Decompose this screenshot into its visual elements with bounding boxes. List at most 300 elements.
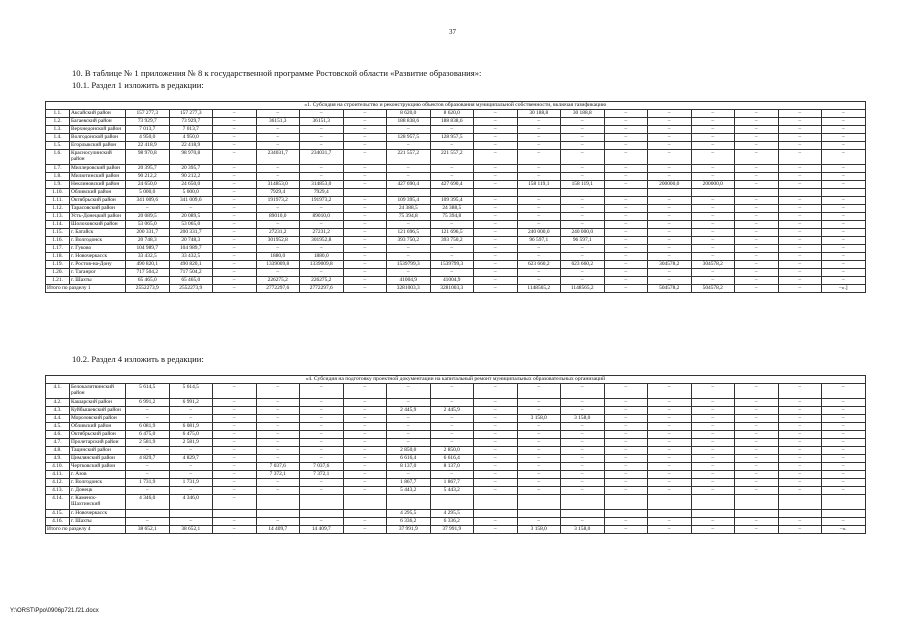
value-cell: – <box>735 399 779 407</box>
value-cell: – <box>430 269 474 277</box>
value-cell: 1880,0 <box>256 253 300 261</box>
value-cell: – <box>213 173 257 181</box>
value-cell <box>822 510 866 518</box>
value-cell: – <box>648 173 692 181</box>
value-cell: – <box>691 245 735 253</box>
value-cell: – <box>256 399 300 407</box>
value-cell: – <box>256 245 300 253</box>
value-cell: – <box>561 245 605 253</box>
value-cell <box>648 189 692 197</box>
value-cell: – <box>604 479 648 487</box>
municipality-name: Чертковский район <box>70 463 126 471</box>
value-cell: – <box>387 423 431 431</box>
value-cell: 717 504,2 <box>126 269 170 277</box>
value-cell: – <box>561 439 605 447</box>
value-cell: – <box>735 150 779 165</box>
value-cell: – <box>604 221 648 229</box>
row-number: 1.7. <box>46 165 70 173</box>
value-cell: – <box>430 221 474 229</box>
value-cell: 5 443,2 <box>387 487 431 495</box>
value-cell: – <box>778 431 822 439</box>
value-cell: – <box>691 150 735 165</box>
value-cell: – <box>822 118 866 126</box>
total-value-cell: – <box>778 285 822 293</box>
value-cell: – <box>561 197 605 205</box>
value-cell: – <box>561 455 605 463</box>
value-cell: 89010,0 <box>256 213 300 221</box>
value-cell: – <box>691 173 735 181</box>
value-cell: – <box>735 237 779 245</box>
value-cell: – <box>735 205 779 213</box>
value-cell: 89010,0 <box>300 213 344 221</box>
value-cell: – <box>300 269 344 277</box>
value-cell: – <box>126 415 170 423</box>
row-number: 1.10. <box>46 189 70 197</box>
value-cell: – <box>430 173 474 181</box>
total-value-cell: 3 158,0 <box>517 526 561 534</box>
value-cell: – <box>517 479 561 487</box>
value-cell: – <box>648 213 692 221</box>
row-number: 4.13. <box>46 487 70 495</box>
value-cell: – <box>735 415 779 423</box>
value-cell <box>474 495 518 510</box>
table-row <box>46 165 866 173</box>
table-row <box>46 229 866 237</box>
value-cell: – <box>300 439 344 447</box>
value-cell: – <box>691 384 735 399</box>
value-cell: – <box>561 165 605 173</box>
municipality-name: г. Азов <box>70 471 126 479</box>
value-cell: – <box>778 439 822 447</box>
value-cell: 427 690,4 <box>430 181 474 189</box>
value-cell: – <box>604 213 648 221</box>
value-cell: 304578,2 <box>648 261 692 269</box>
value-cell: – <box>735 253 779 261</box>
value-cell: – <box>300 126 344 134</box>
value-cell <box>604 510 648 518</box>
value-cell: – <box>735 423 779 431</box>
value-cell: – <box>256 173 300 181</box>
value-cell: – <box>343 471 387 479</box>
municipality-name: Волгодонской район <box>70 134 126 142</box>
total-value-cell: – <box>648 526 692 534</box>
value-cell: 128 957,5 <box>430 134 474 142</box>
value-cell: – <box>691 455 735 463</box>
table-title: «4. Субсидия на подготовку проектной документации на капитальный ремонт муниципальных образовательных организаций <box>46 376 866 384</box>
value-cell: 4 295,5 <box>430 510 474 518</box>
value-cell: 1339009,8 <box>256 261 300 269</box>
value-cell: – <box>126 205 170 213</box>
value-cell: 158 119,1 <box>561 181 605 189</box>
value-cell: 4 295,5 <box>387 510 431 518</box>
value-cell: – <box>822 237 866 245</box>
value-cell: 6 081,9 <box>126 423 170 431</box>
row-number: 1.16. <box>46 237 70 245</box>
value-cell: – <box>300 134 344 142</box>
value-cell: – <box>387 221 431 229</box>
value-cell: – <box>474 253 518 261</box>
value-cell: 22 418,9 <box>169 142 213 150</box>
value-cell: 20 748,3 <box>169 237 213 245</box>
table-row <box>46 447 866 455</box>
value-cell: 4 950,0 <box>126 134 170 142</box>
value-cell: – <box>343 423 387 431</box>
value-cell: – <box>343 118 387 126</box>
value-cell <box>256 495 300 510</box>
row-number: 1.17. <box>46 245 70 253</box>
municipality-name: Обливский район <box>70 189 126 197</box>
value-cell: 4 829,7 <box>169 455 213 463</box>
value-cell: – <box>256 487 300 495</box>
value-cell <box>561 510 605 518</box>
value-cell <box>648 510 692 518</box>
value-cell: – <box>691 407 735 415</box>
table-row <box>46 173 866 181</box>
value-cell: 6 336,2 <box>387 518 431 526</box>
value-cell: – <box>778 479 822 487</box>
value-cell: – <box>169 415 213 423</box>
total-value-cell: 504578,2 <box>691 285 735 293</box>
row-number: 4.9. <box>46 455 70 463</box>
value-cell: – <box>256 431 300 439</box>
row-number: 1.5. <box>46 142 70 150</box>
row-number: 4.15. <box>46 510 70 518</box>
value-cell: – <box>648 126 692 134</box>
table-row <box>46 142 866 150</box>
value-cell: – <box>300 431 344 439</box>
value-cell: – <box>474 245 518 253</box>
value-cell: – <box>691 447 735 455</box>
value-cell: – <box>735 126 779 134</box>
municipality-name: Верхнедонской район <box>70 126 126 134</box>
total-value-cell: – <box>735 526 779 534</box>
value-cell: 1539799,3 <box>387 261 431 269</box>
table-row <box>46 197 866 205</box>
value-cell: – <box>604 150 648 165</box>
municipality-name: Багаевский район <box>70 118 126 126</box>
value-cell <box>604 189 648 197</box>
value-cell: – <box>735 269 779 277</box>
value-cell: – <box>778 447 822 455</box>
total-label: Итого по разделу 4 <box>46 526 126 534</box>
value-cell: 20 089,5 <box>169 213 213 221</box>
value-cell: – <box>387 245 431 253</box>
value-cell: – <box>691 471 735 479</box>
value-cell: – <box>822 463 866 471</box>
value-cell: – <box>517 407 561 415</box>
value-cell: – <box>256 110 300 118</box>
value-cell: – <box>691 415 735 423</box>
value-cell: – <box>517 142 561 150</box>
value-cell: – <box>213 423 257 431</box>
value-cell: – <box>561 269 605 277</box>
total-value-cell: 37 991,9 <box>430 526 474 534</box>
value-cell: 20 748,3 <box>126 237 170 245</box>
value-cell: – <box>213 439 257 447</box>
value-cell: – <box>561 221 605 229</box>
value-cell: – <box>778 150 822 165</box>
value-cell: 24 650,0 <box>169 181 213 189</box>
value-cell: – <box>213 384 257 399</box>
value-cell: – <box>517 213 561 221</box>
value-cell: – <box>256 142 300 150</box>
total-value-cell: –».] <box>822 285 866 293</box>
value-cell: 393 750,2 <box>387 237 431 245</box>
value-cell: 33 432,5 <box>126 253 170 261</box>
value-cell <box>430 495 474 510</box>
total-value-cell: – <box>735 285 779 293</box>
total-value-cell: 38 652,1 <box>169 526 213 534</box>
value-cell: 30 188,8 <box>561 110 605 118</box>
total-value-cell: – <box>343 526 387 534</box>
value-cell: 6 336,2 <box>430 518 474 526</box>
value-cell <box>169 510 213 518</box>
value-cell: – <box>604 471 648 479</box>
row-number: 4.8. <box>46 447 70 455</box>
total-value-cell: – <box>213 526 257 534</box>
value-cell: – <box>300 384 344 399</box>
value-cell: 221 557,2 <box>430 150 474 165</box>
value-cell: 1 867,7 <box>430 479 474 487</box>
value-cell: – <box>474 173 518 181</box>
value-cell: 8 137,0 <box>387 463 431 471</box>
value-cell: 2 445,9 <box>430 407 474 415</box>
value-cell: – <box>474 229 518 237</box>
value-cell: 121 696,5 <box>430 229 474 237</box>
value-cell: – <box>561 487 605 495</box>
value-cell: 234031,7 <box>300 150 344 165</box>
value-cell: 41004,9 <box>430 277 474 285</box>
value-cell: – <box>517 221 561 229</box>
value-cell: – <box>517 423 561 431</box>
value-cell: – <box>648 142 692 150</box>
value-cell: – <box>778 126 822 134</box>
value-cell: – <box>300 407 344 415</box>
table-row <box>46 277 866 285</box>
row-number: 4.3. <box>46 407 70 415</box>
value-cell: – <box>561 463 605 471</box>
table-row <box>46 487 866 495</box>
value-cell: – <box>474 471 518 479</box>
value-cell: – <box>778 455 822 463</box>
value-cell: – <box>648 110 692 118</box>
value-cell: 7 372,1 <box>300 471 344 479</box>
value-cell: – <box>822 142 866 150</box>
value-cell: – <box>517 399 561 407</box>
table-row <box>46 415 866 423</box>
value-cell: – <box>604 205 648 213</box>
value-cell: – <box>822 439 866 447</box>
value-cell: – <box>691 213 735 221</box>
value-cell <box>517 510 561 518</box>
value-cell <box>648 495 692 510</box>
value-cell: – <box>213 118 257 126</box>
value-cell: – <box>604 487 648 495</box>
value-cell: – <box>256 455 300 463</box>
value-cell: – <box>778 205 822 213</box>
value-cell: – <box>300 142 344 150</box>
value-cell: – <box>735 447 779 455</box>
value-cell: – <box>691 110 735 118</box>
value-cell: – <box>256 479 300 487</box>
total-value-cell: 14 409,7 <box>256 526 300 534</box>
value-cell: – <box>256 165 300 173</box>
value-cell: 3 158,0 <box>561 415 605 423</box>
value-cell: – <box>387 399 431 407</box>
value-cell: 5 000,0 <box>126 189 170 197</box>
table-row <box>46 253 866 261</box>
row-number: 1.1. <box>46 110 70 118</box>
value-cell: 200000,0 <box>691 181 735 189</box>
value-cell: – <box>604 415 648 423</box>
value-cell: – <box>735 118 779 126</box>
value-cell: – <box>474 487 518 495</box>
value-cell: – <box>343 181 387 189</box>
municipality-name: г. Таганрог <box>70 269 126 277</box>
value-cell: – <box>256 221 300 229</box>
value-cell: – <box>387 439 431 447</box>
value-cell: 7929,4 <box>300 189 344 197</box>
value-cell: – <box>300 455 344 463</box>
value-cell: 623 660,2 <box>561 261 605 269</box>
row-number: 1.9. <box>46 181 70 189</box>
value-cell: – <box>213 181 257 189</box>
value-cell: – <box>691 229 735 237</box>
value-cell: 7 013,7 <box>126 126 170 134</box>
value-cell: – <box>822 423 866 431</box>
value-cell: – <box>343 110 387 118</box>
value-cell: – <box>517 245 561 253</box>
municipality-name: г. Гуково <box>70 245 126 253</box>
value-cell: – <box>778 245 822 253</box>
value-cell: – <box>691 479 735 487</box>
value-cell: – <box>822 221 866 229</box>
value-cell: – <box>822 126 866 134</box>
value-cell: 2 445,9 <box>387 407 431 415</box>
value-cell: – <box>604 181 648 189</box>
subsidy-table-section-4 <box>45 375 866 534</box>
value-cell: – <box>474 165 518 173</box>
value-cell: – <box>300 245 344 253</box>
value-cell: – <box>517 173 561 181</box>
value-cell: – <box>822 277 866 285</box>
value-cell: – <box>604 173 648 181</box>
value-cell: – <box>474 407 518 415</box>
value-cell: 7 013,7 <box>169 126 213 134</box>
value-cell: – <box>300 479 344 487</box>
table-title-row <box>46 376 866 384</box>
value-cell: – <box>474 197 518 205</box>
value-cell: – <box>604 463 648 471</box>
municipality-name: Кашарский район <box>70 399 126 407</box>
value-cell: – <box>691 399 735 407</box>
value-cell: – <box>561 213 605 221</box>
value-cell: 226275,2 <box>256 277 300 285</box>
row-number: 1.15. <box>46 229 70 237</box>
value-cell: – <box>561 407 605 415</box>
value-cell <box>430 189 474 197</box>
value-cell: – <box>343 197 387 205</box>
municipality-name: Шолоховский район <box>70 221 126 229</box>
municipality-name: Обливский район <box>70 423 126 431</box>
value-cell: – <box>735 463 779 471</box>
value-cell: 5 614,5 <box>126 384 170 399</box>
table-row <box>46 455 866 463</box>
value-cell: – <box>735 165 779 173</box>
value-cell: – <box>343 447 387 455</box>
value-cell: – <box>604 261 648 269</box>
value-cell: – <box>474 221 518 229</box>
value-cell: – <box>778 229 822 237</box>
value-cell: – <box>691 487 735 495</box>
value-cell <box>778 495 822 510</box>
total-value-cell: 2772297,6 <box>256 285 300 293</box>
value-cell: – <box>343 455 387 463</box>
value-cell: – <box>561 423 605 431</box>
value-cell: 121 696,5 <box>387 229 431 237</box>
value-cell: – <box>648 423 692 431</box>
value-cell <box>561 189 605 197</box>
value-cell: – <box>604 439 648 447</box>
value-cell: – <box>822 415 866 423</box>
total-value-cell: – <box>778 526 822 534</box>
value-cell: – <box>822 261 866 269</box>
value-cell: 6 616,4 <box>387 455 431 463</box>
value-cell: – <box>822 518 866 526</box>
value-cell: – <box>778 165 822 173</box>
value-cell: – <box>213 455 257 463</box>
value-cell <box>735 189 779 197</box>
value-cell: 717 504,2 <box>169 269 213 277</box>
value-cell <box>822 495 866 510</box>
value-cell: – <box>822 431 866 439</box>
value-cell: – <box>604 407 648 415</box>
value-cell: – <box>648 269 692 277</box>
total-value-cell: – <box>343 285 387 293</box>
table-row <box>46 399 866 407</box>
value-cell: – <box>648 229 692 237</box>
value-cell: – <box>517 487 561 495</box>
value-cell: – <box>561 173 605 181</box>
table-row <box>46 471 866 479</box>
value-cell: – <box>300 487 344 495</box>
value-cell: – <box>474 431 518 439</box>
value-cell: – <box>561 150 605 165</box>
value-cell: – <box>213 126 257 134</box>
value-cell: – <box>735 518 779 526</box>
value-cell: – <box>648 415 692 423</box>
value-cell: – <box>822 205 866 213</box>
value-cell: – <box>213 447 257 455</box>
value-cell <box>387 495 431 510</box>
total-value-cell: 2772297,6 <box>300 285 344 293</box>
total-value-cell: 2552273,9 <box>169 285 213 293</box>
value-cell: – <box>691 142 735 150</box>
value-cell: – <box>213 471 257 479</box>
municipality-name: г. Волгодонск <box>70 479 126 487</box>
value-cell: – <box>822 447 866 455</box>
municipality-name: Егорлыкский район <box>70 142 126 150</box>
value-cell: – <box>474 518 518 526</box>
value-cell: 1339009,8 <box>300 261 344 269</box>
value-cell: – <box>300 173 344 181</box>
value-cell: – <box>430 423 474 431</box>
row-number: 1.4. <box>46 134 70 142</box>
value-cell: 240 000,0 <box>517 229 561 237</box>
value-cell: – <box>343 150 387 165</box>
value-cell: 157 277,3 <box>169 110 213 118</box>
value-cell: – <box>387 173 431 181</box>
